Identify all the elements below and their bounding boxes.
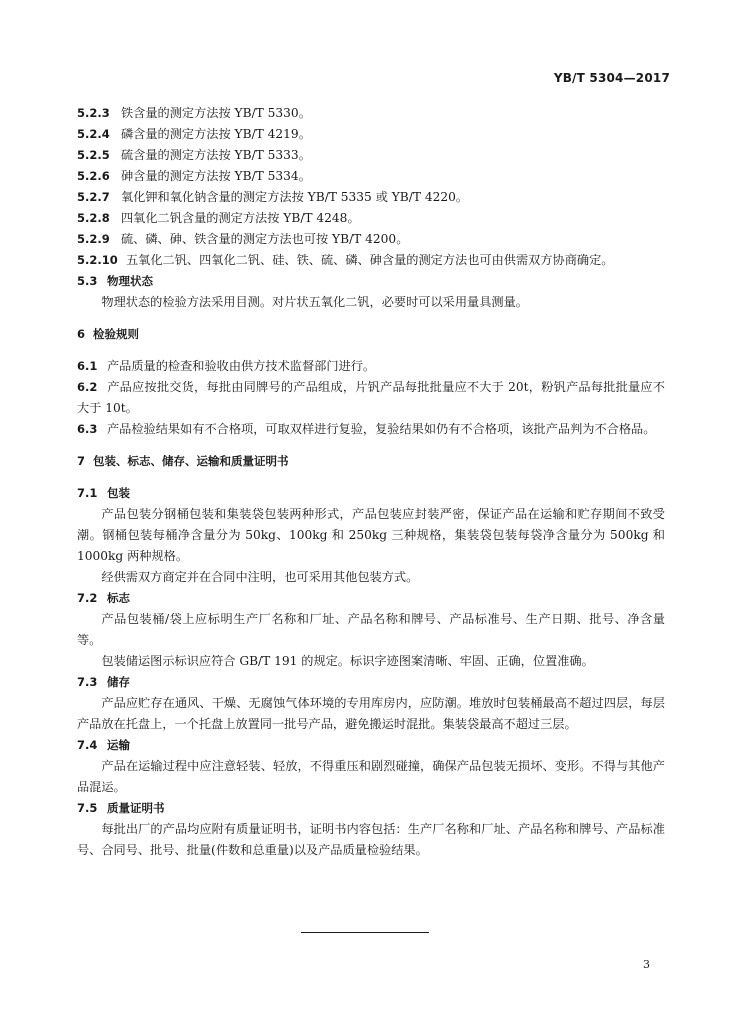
chapter-6-heading <box>77 324 665 345</box>
clause-number: 5.2.9 <box>77 232 110 246</box>
section-7-1-paragraph: 产品包装分钢桶包装和集装袋包装两种形式，产品包装应封装严密，保证产品在运输和贮存期间不致受潮。钢桶包装每桶净含量分为 50kg、100kg 和 250kg 三种规格，集装袋包装每袋净含量分为 500kg 和 1000kg 两种规格。 <box>77 507 665 563</box>
section-5-3-heading <box>77 271 665 292</box>
clause-5-2-9 <box>77 229 665 250</box>
section-7-2-paragraph: 包装储运图示标识应符合 GB/T 191 的规定。标识字迹图案清晰、牢固、正确，位置准确。 <box>101 654 594 668</box>
chapter-number: 6 <box>77 327 86 341</box>
clause-number: 5.2.7 <box>77 190 110 204</box>
clause-text: 产品应按批交货，每批由同牌号的产品组成，片钒产品每批批量应不大于 20t，粉钒产品每批批量应不大于 10t。 <box>77 380 665 415</box>
section-7-1-paragraph: 经供需双方商定并在合同中注明，也可采用其他包装方式。 <box>101 570 419 584</box>
clause-number: 6.3 <box>77 422 98 436</box>
clause-6-3 <box>77 419 665 440</box>
clause-5-2-6 <box>77 166 665 187</box>
section-7-2-heading <box>77 588 665 609</box>
section-7-3-heading <box>77 672 665 693</box>
section-number: 7.5 <box>77 801 98 815</box>
section-number: 5.3 <box>77 274 98 288</box>
clause-5-2-7 <box>77 187 665 208</box>
chapter-7-heading <box>77 451 665 472</box>
section-7-4-heading <box>77 735 665 756</box>
clause-number: 5.2.6 <box>77 169 110 183</box>
clause-text: 产品质量的检查和验收由供方技术监督部门进行。 <box>107 359 376 373</box>
clause-6-1 <box>77 356 665 377</box>
page-number: 3 <box>643 958 650 971</box>
section-title: 标志 <box>107 591 130 605</box>
section-7-2-paragraph: 产品包装桶/袋上应标明生产厂名称和厂址、产品名称和牌号、产品标准号、生产日期、批号、净含量等。 <box>77 612 665 647</box>
clause-number: 5.2.5 <box>77 148 110 162</box>
section-5-3-text: 物理状态的检验方法采用目测。对片状五氧化二钒，必要时可以采用量具测量。 <box>101 295 528 309</box>
section-7-5-heading <box>77 798 665 819</box>
section-number: 7.2 <box>77 591 98 605</box>
chapter-number: 7 <box>77 454 86 468</box>
clause-6-2 <box>77 377 665 419</box>
clause-number: 6.2 <box>77 380 98 394</box>
section-7-1-heading <box>77 483 665 504</box>
clause-5-2-4 <box>77 124 665 145</box>
chapter-title: 检验规则 <box>93 327 139 341</box>
section-title: 包装 <box>107 486 130 500</box>
section-title: 质量证明书 <box>107 801 165 815</box>
section-7-4-paragraph: 产品在运输过程中应注意轻装、轻放，不得重压和剧烈碰撞，确保产品包装无损坏、变形。不得与其他产品混运。 <box>77 759 665 794</box>
clause-text: 硫含量的测定方法按 YB/T 5333。 <box>121 148 311 162</box>
clause-text: 砷含量的测定方法按 YB/T 5334。 <box>121 169 311 183</box>
section-7-3-paragraph: 产品应贮存在通风、干燥、无腐蚀气体环境的专用库房内，应防潮。堆放时包装桶最高不超过四层，每层产品放在托盘上，一个托盘上放置同一批号产品，避免搬运时混批。集装袋最高不超过三层。 <box>77 696 665 731</box>
clause-5-2-3 <box>77 103 665 124</box>
end-rule <box>301 932 429 933</box>
clause-number: 5.2.4 <box>77 127 110 141</box>
clause-number: 5.2.8 <box>77 211 110 225</box>
clause-number: 6.1 <box>77 359 98 373</box>
chapter-title: 包装、标志、储存、运输和质量证明书 <box>93 454 289 468</box>
page-body <box>77 103 665 861</box>
clause-text: 四氧化二钒含量的测定方法按 YB/T 4248。 <box>121 211 360 225</box>
clause-5-2-10 <box>77 250 665 271</box>
clause-text: 硫、磷、砷、铁含量的测定方法也可按 YB/T 4200。 <box>121 232 409 246</box>
clause-text: 氧化钾和氧化钠含量的测定方法按 YB/T 5335 或 YB/T 4220。 <box>121 190 469 204</box>
section-title: 运输 <box>107 738 130 752</box>
clause-5-2-8 <box>77 208 665 229</box>
clause-5-2-5 <box>77 145 665 166</box>
section-number: 7.4 <box>77 738 98 752</box>
clause-text: 五氧化二钒、四氧化二钒、硅、铁、硫、磷、砷含量的测定方法也可由供需双方协商确定。 <box>126 253 614 267</box>
clause-text: 产品检验结果如有不合格项，可取双样进行复验，复验结果如仍有不合格项，该批产品判为不合格品。 <box>107 422 656 436</box>
clause-number: 5.2.10 <box>77 253 118 267</box>
section-title: 储存 <box>107 675 130 689</box>
clause-text: 磷含量的测定方法按 YB/T 4219。 <box>121 127 311 141</box>
section-title: 物理状态 <box>107 274 153 288</box>
clause-text: 铁含量的测定方法按 YB/T 5330。 <box>121 106 311 120</box>
clause-number: 5.2.3 <box>77 106 110 120</box>
standard-code-header: YB/T 5304—2017 <box>553 71 670 85</box>
section-7-5-paragraph: 每批出厂的产品均应附有质量证明书，证明书内容包括：生产厂名称和厂址、产品名称和牌号、产品标准号、合同号、批号、批量(件数和总重量)以及产品质量检验结果。 <box>77 822 665 857</box>
section-number: 7.1 <box>77 486 98 500</box>
section-number: 7.3 <box>77 675 98 689</box>
